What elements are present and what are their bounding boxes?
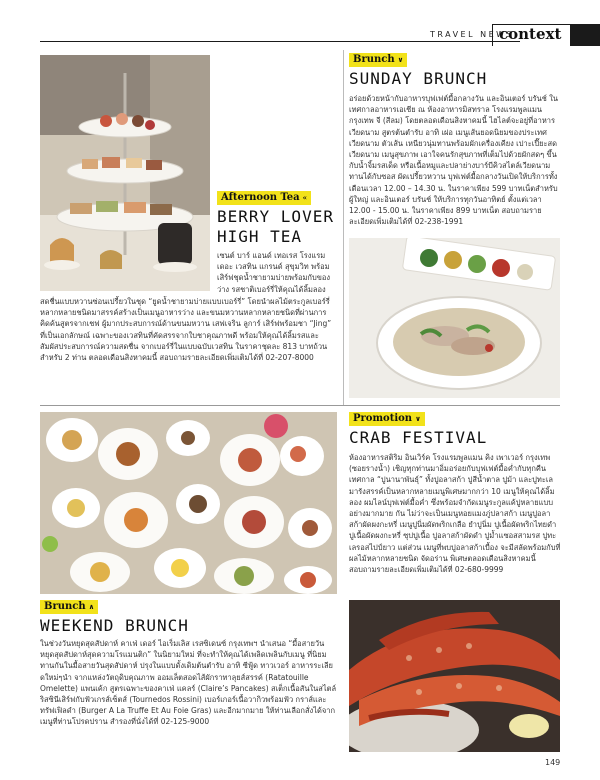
brand-bar [570,24,600,46]
high-tea-tower-photo-art [40,55,210,291]
brunch-table-photo-art [40,412,337,594]
column-divider [343,50,344,405]
high-tea-tower-photo [40,55,210,291]
chevron-left-icon: « [302,193,308,202]
brand-name: context [499,25,562,43]
weekend-brunch-text: ในช่วงวันหยุดสุดสัปดาห์ คาเฟ่ เดอร์ ไอเร็มเลิส เรสซิเดนซ์ กรุงเทพฯ นำเสนอ “มื้อสายวันหยุดสุดสัปดาห์สุดความโรแมนติก” ในนิยามใหม่ ที่จะทำให้คุณได้เพลิดเพลินกับเมนู ที่นิยมทานกันในมื้อสายวันสุดสัปดาห์ ปรุงในแบบดั้งเดิมต้นตำรับ อาทิ ซีฟู้ด ทาวเวอร์ อาหารระเลียดใหม่ๆนำ จากแหล่งวัตถุดิบคุณภาพ ออมเล็ตสอดไส้ผักราทาลุยส์สรรค์ (Ratatouille Omelette) แพนเค้ก สูตรเฉพาะของคาเฟ่ แคลร์ (Claire’s Pancakes) สเต็กเนื้อสันในสไตล์ริสซินีเสิร์ฟกับฟัวเกรส์เซ็ตส์ (Tournedos Rossini) เบอร์เกอร์เนื้อวากิวพร้อมฟัว กราส์และทรัฟเฟิลดำ (Burger A La Truffe Et Au Foie Gras) และอีกมากมาย ให้ท่านเลือกสั่งได้จากเมนูที่ท่านโปรดปราน สำรองที่นั่งได้ที่ 02-125-9000 [40,639,337,727]
weekend-brunch-tag-label: Brunch [44,601,86,612]
sunday-brunch-text: อร่อยด้วยหน้ากับอาหารบุฟเฟต์มื้อกลางวัน และอินเตอร์ บรันช์ ใน เทศกาลอาหารเอเชีย ณ ห้องอาหารมิสทราล โรงแรมพูลแมน กรุงเทพ จี (สีลม) โดยตลอดเดือนสิงหาคมนี้ ไฮไลต์จะอยู่ที่อาหารเวียดนาม สูตรต้นตำรับ อาทิ เฝอ เมนูเส้นยอดนิยมของประเทศเวียดนาม ตัวเส้น เหนียวนุ่มทานพร้อมผักเครื่องเคียง เปาะเปี๊ยะสดเวียดนาม เมนูสุขภาพ เอาใจคนรักสุขภาพที่เต็มไปด้วยผักสดๆ ขึ้นกับน้ำจิ้มรสเด็ด หรือเนื้อหมูและปลาย่างบาร์บีคิวสไตล์เวียดนามทานได้กับซอส ผัดเปรี้ยวหวาน บุฟเฟต์มื้อกลางวันเปิดให้บริการทั้งเดือนเวลา 12.00 – 14.30 น. ในราคาเพียง 599 บาทเน็ตสำหรับผู้ใหญ่ และอินเตอร์ บรันช์ ให้บริการทุกวันอาทิตย์ ตั้งแต่เวลา 12.00 - 15.00 น. ในราคาเพียง 899 บาทเน็ต สอบถามรายละเอียดเพิ่มเติมได้ที่ 02-238-1991 [349,94,559,227]
chevron-down-icon: ∨ [415,414,421,423]
afternoon-tea-main-text: สดชื่นแบบหวานซ่อนเปรี้ยวในชุด “ยูดน้ำชายามบ่ายแบบเบอร์รี่” โดยนำผลไม้ตระกูลเบอร์รี่หลากหลายชนิดมาสรรค์สร้างเป็นเมนูอาหารว่าง และขนมหวานหลากหลายชนิดที่ผ่านการคิดค้นสูตรจากเชฟ ผู้มากประสบการณ์ด้านขนมหวาน เสฟเจริน ลูการ์ เสิร์ฟพร้อมชา “Jing” ที่เป็นเอกลักษณ์ เฉพาะของเวสทินที่คัดสรรจากใบชาคุณภาพดี พร้อมให้คุณได้ลิ้มรสและสัมผัสประสบการณ์ความสดชื่น จากเบอร์รี่ในแบบฉบับเวสทิน ในราคาชุดละ 813 บาทถ้วน สำหรับ 2 ท่าน ตลอดเดือนสิงหาคมนี้ สอบถามรายละเอียดเพิ่มเติมได้ที่ 02-207-8000 [40,297,332,363]
crab-festival-tag [349,412,425,426]
berry-lover-title-line2: HIGH TEA [217,227,303,246]
afternoon-tea-tag [217,191,311,205]
sunday-brunch-tag-label: Brunch [353,54,395,65]
chevron-up-icon: ∧ [88,602,95,611]
berry-lover-title-line1: BERRY LOVER [217,207,334,226]
weekend-brunch-tag [40,600,98,614]
page-number: 149 [545,758,561,767]
weekend-brunch-title: WEEKEND BRUNCH [40,616,189,635]
afternoon-tea-tag-label: Afternoon Tea [221,192,300,203]
crab-festival-title: CRAB FESTIVAL [349,428,488,447]
king-crab-photo-art [349,600,560,752]
row-divider [40,405,560,406]
king-crab-photo [349,600,560,752]
brunch-table-photo [40,412,337,594]
sunday-brunch-tag [349,53,407,67]
section-label: TRAVEL NEWS [430,30,515,39]
chevron-down-icon: ∨ [397,55,404,64]
header-rule [40,41,520,42]
crab-festival-text: ห้องอาหารสติริม อินเวิร์ค โรงแรมพูลแมน คิง เพาเวอร์ กรุงเทพ (ซอยรางน้ำ) เชิญทุกท่านมาอิ่มอร่อยกับบุฟเฟต์มื้อค่ำกับทุกคืน เทศกาล “ปูนานาพันธุ์” ทั้งปูอลาสก้า ปูสีน้ำตาล ปูม้า และปูทะเล มารังสรรค์เป็นหลากหลายเมนูพิเศษมากกว่า 10 เมนูให้คุณได้ลิ้มลอง ผมไลน์บุฟเฟต์มื้อค่ำ ซึ่งพร้อมจำกัดเมนูระกูลแค้ปูหลายแบบอย่างมากมาย กัน ไม่ว่าจะเป็นเมนูหอยแมงภู่ปลาสก้า เมนูปูอลาสก้าผัดผงกะหรี่ เมนูปูนิ่มผัดพริกเกลือ ยำปูนิ่ม ปูเนื้อผัดพริกไทยดำ ปูเนื้อผัดผงกะหรี่ ซุปปูเนื้อ ปูอลาสก้าผัดดำ ปูม้ำเเซอสสามรส ปูทะเลรอสไปป์ยาว แต่ส่วน เมนูที่พบปูอลาสก้าเบื้อง จะมีสลัดพร้อมกับที่ผลไม้หลากหลายชนิด จัดอร่าน พิเศษตลอดเดือนสิงหาคมนี้ สอบถามรายละเอียดเพิ่มเติมได้ที่ 02-680-9999 [349,453,561,575]
pho-bowl-photo-art [349,238,560,398]
afternoon-tea-side-text: เซนต์ บาร์ แอนด์ เทอเรส โรงแรม เดอะ เวสทิน แกรนด์ สุขุมวิท พร้อม เสิร์ฟชุดน้ำชายามบ่ายพร้อมกับของว่าง รสชาติเบอร์รี่ให้คุณได้ลิ้มลอง [217,251,331,294]
pho-bowl-photo [349,238,560,398]
crab-festival-tag-label: Promotion [353,413,413,424]
sunday-brunch-title: SUNDAY BRUNCH [349,69,488,88]
